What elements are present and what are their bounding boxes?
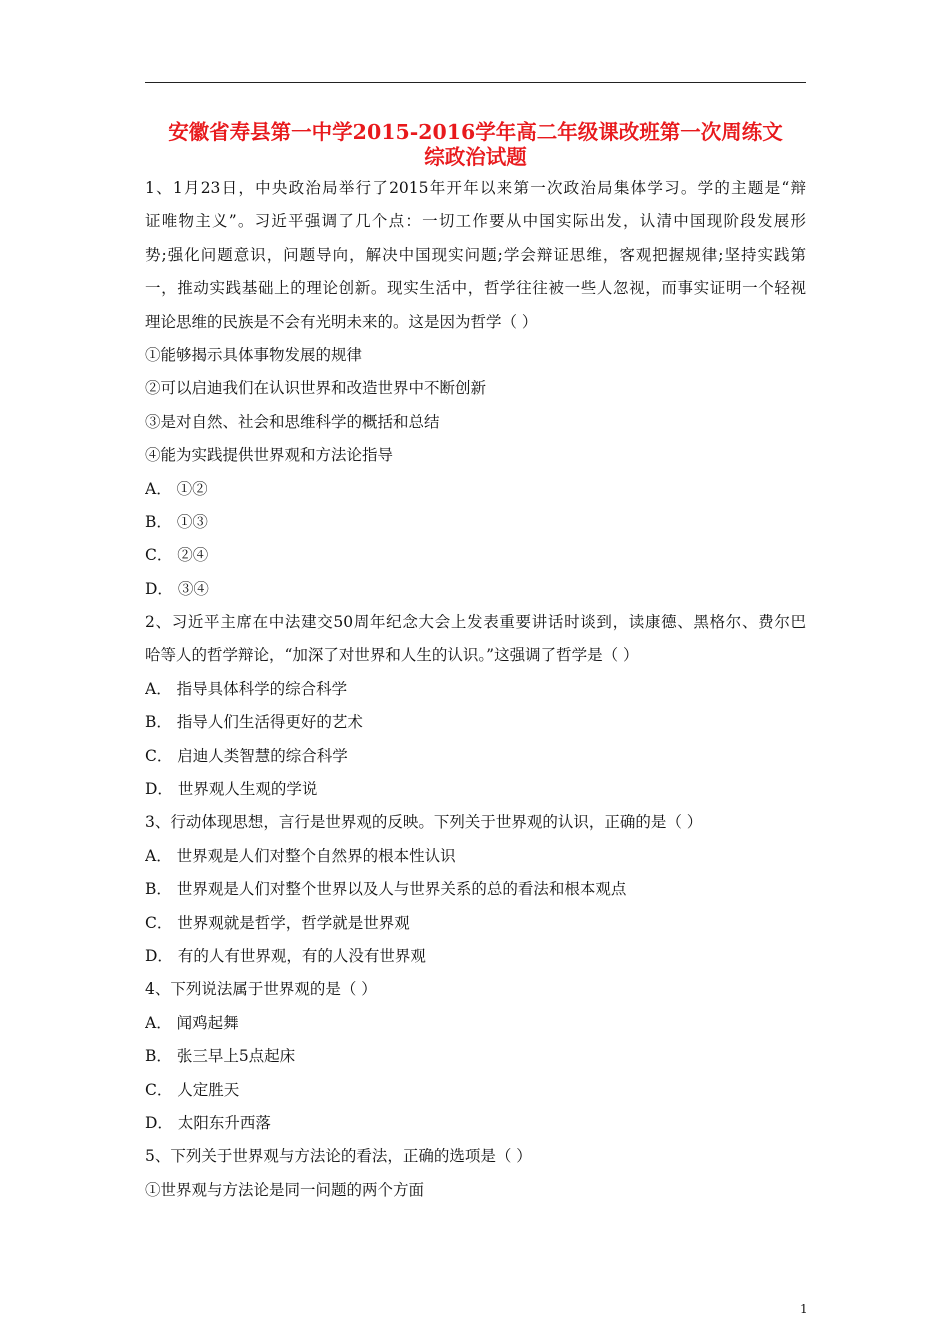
- text-line: 1、1月23日，中央政治局举行了2015年开年以来第一次政治局集体学习。学的主题是“辩: [145, 179, 806, 197]
- option-line: D． 有的人有世界观，有的人没有世界观: [145, 946, 426, 965]
- header-rule: [145, 82, 806, 83]
- page-number: 1: [800, 1302, 808, 1316]
- text-line: 3、行动体现思想，言行是世界观的反映。下列关于世界观的认识，正确的是（ ）: [145, 813, 703, 832]
- text-line: ①世界观与方法论是同一问题的两个方面: [145, 1180, 425, 1199]
- option-line: C． 启迪人类智慧的综合科学: [145, 746, 348, 765]
- text-line: 理论思维的民族是不会有光明未来的。这是因为哲学（ ）: [145, 312, 538, 331]
- title-line-1: 安徽省寿县第一中学2015-2016学年高二年级课改班第一次周练文: [168, 120, 783, 144]
- text-line: ②可以启迪我们在认识世界和改造世界中不断创新: [145, 379, 487, 398]
- text-line: ①能够揭示具体事物发展的规律: [145, 345, 363, 364]
- text-line: 哈等人的哲学辩论，“加深了对世界和人生的认识。”这强调了哲学是（ ）: [145, 646, 639, 665]
- option-line: C． ②④: [145, 546, 209, 565]
- text-line: 证唯物主义”。习近平强调了几个点：一切工作要从中国实际出发，认清中国现阶段发展形: [145, 212, 806, 231]
- option-line: B． 张三早上5点起床: [145, 1047, 296, 1066]
- option-line: D． 太阳东升西落: [145, 1113, 271, 1132]
- option-line: D． ③④: [145, 579, 209, 598]
- option-line: C． 世界观就是哲学，哲学就是世界观: [145, 913, 410, 932]
- text-line: 2、习近平主席在中法建交50周年纪念大会上发表重要讲话时谈到，读康德、黑格尔、费尔巴: [145, 613, 806, 632]
- option-line: A． 指导具体科学的综合科学: [145, 679, 348, 698]
- option-line: B． 世界观是人们对整个世界以及人与世界关系的总的看法和根本观点: [145, 880, 627, 899]
- document-title: [145, 120, 806, 170]
- text-line: 势;强化问题意识，问题导向，解决中国现实问题;学会辩证思维，客观把握规律;坚持实践第: [145, 245, 806, 264]
- title-line-2: 综政治试题: [424, 145, 527, 169]
- option-line: C． 人定胜天: [145, 1080, 240, 1099]
- text-line: 4、下列说法属于世界观的是（ ）: [145, 980, 377, 999]
- text-line: ③是对自然、社会和思维科学的概括和总结: [145, 412, 440, 431]
- text-line: 5、下列关于世界观与方法论的看法，正确的选项是（ ）: [145, 1147, 532, 1166]
- option-line: A． 闻鸡起舞: [145, 1013, 239, 1032]
- option-line: A． 世界观是人们对整个自然界的根本性认识: [145, 846, 456, 865]
- option-line: B． 指导人们生活得更好的艺术: [145, 713, 363, 732]
- option-line: B． ①③: [145, 512, 208, 531]
- document-body: [145, 172, 806, 1207]
- option-line: A． ①②: [145, 479, 208, 498]
- option-line: D． 世界观人生观的学说: [145, 780, 318, 799]
- text-line: ④能为实践提供世界观和方法论指导: [145, 446, 394, 465]
- text-line: 一，推动实践基础上的理论创新。现实生活中，哲学往往被一些人忽视，而事实证明一个轻视: [145, 279, 806, 298]
